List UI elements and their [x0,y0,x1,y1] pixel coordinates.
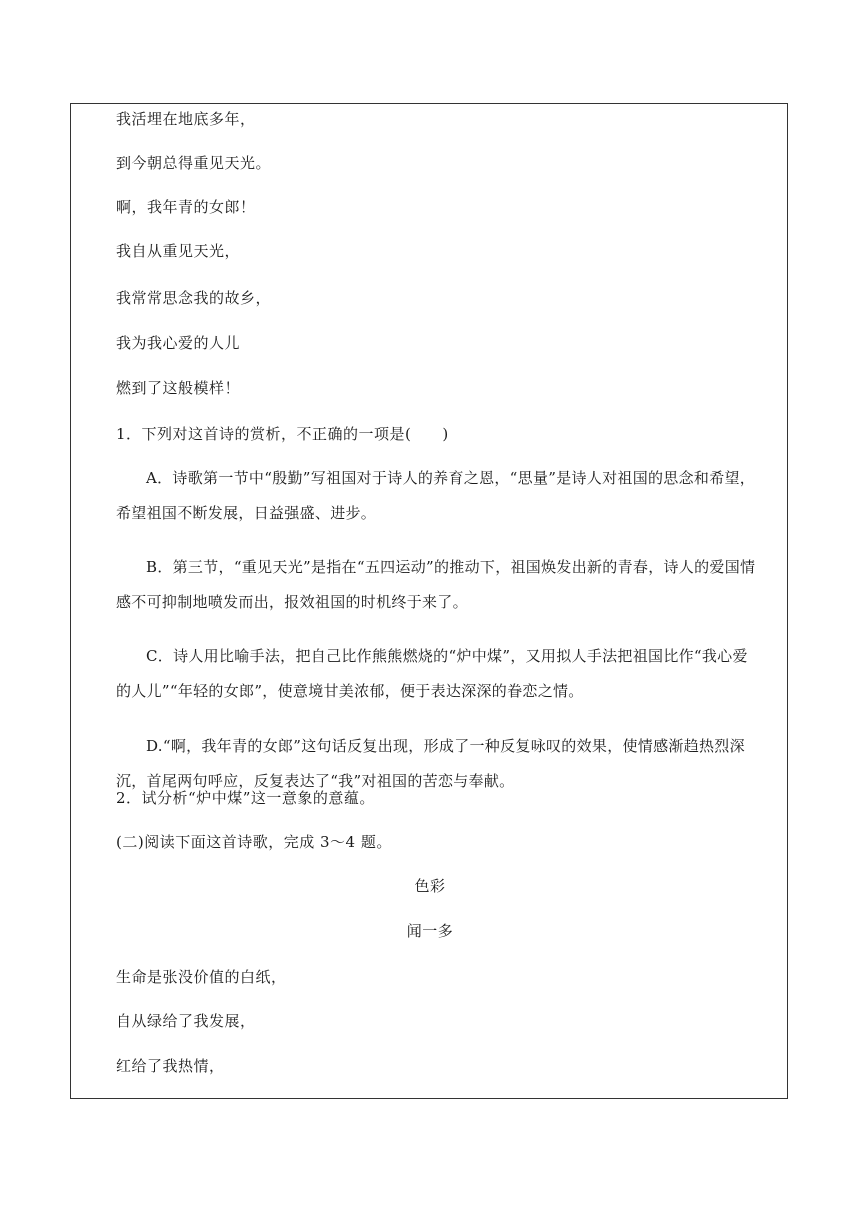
poem-line: 我为我心爱的人儿 [116,334,241,352]
poem-line: 到今朝总得重见天光。 [116,154,272,172]
poem-line: 我常常思念我的故乡， [116,289,272,307]
poem2-line: 生命是张没价值的白纸， [116,968,287,986]
section-heading: (二)阅读下面这首诗歌，完成 3～4 题。 [116,833,392,851]
option-d: D.“啊，我年青的女郎”这句话反复出现，形成了一种反复咏叹的效果，使情感渐趋热烈深沉，首尾两句呼应，反复表达了“我”对祖国的苦恋与奉献。 [116,737,745,790]
poem-line: 我自从重见天光， [116,242,241,260]
option-a: A．诗歌第一节中“殷勤”写祖国对于诗人的养育之恩，“思量”是诗人对祖国的思念和希望，希望祖国不断发展，日益强盛、进步。 [116,469,756,522]
poem-line: 燃到了这般模样！ [116,379,241,397]
content-frame [70,103,788,1099]
option-c: C．诗人用比喻手法，把自己比作熊熊燃烧的“炉中煤”，又用拟人手法把祖国比作“我心爱的人儿”“年轻的女郎”，使意境甘美浓郁，便于表达深深的眷恋之情。 [116,647,748,700]
question-2: 2．试分析“炉中煤”这一意象的意蕴。 [116,789,375,807]
option-b: B．第三节，“重见天光”是指在“五四运动”的推动下，祖国焕发出新的青春，诗人的爱国情感不可抑制地喷发而出，报效祖国的时机终于来了。 [116,558,756,611]
poem2-line: 红给了我热情， [116,1057,225,1075]
poem-title: 色彩 [414,877,446,895]
poem-author: 闻一多 [406,922,454,940]
poem-line: 啊，我年青的女郎！ [116,198,256,216]
poem-line: 我活埋在地底多年， [116,110,256,128]
question-1-stem: 1．下列对这首诗的赏析，不正确的一项是( ) [116,425,449,443]
poem2-line: 自从绿给了我发展， [116,1012,256,1030]
